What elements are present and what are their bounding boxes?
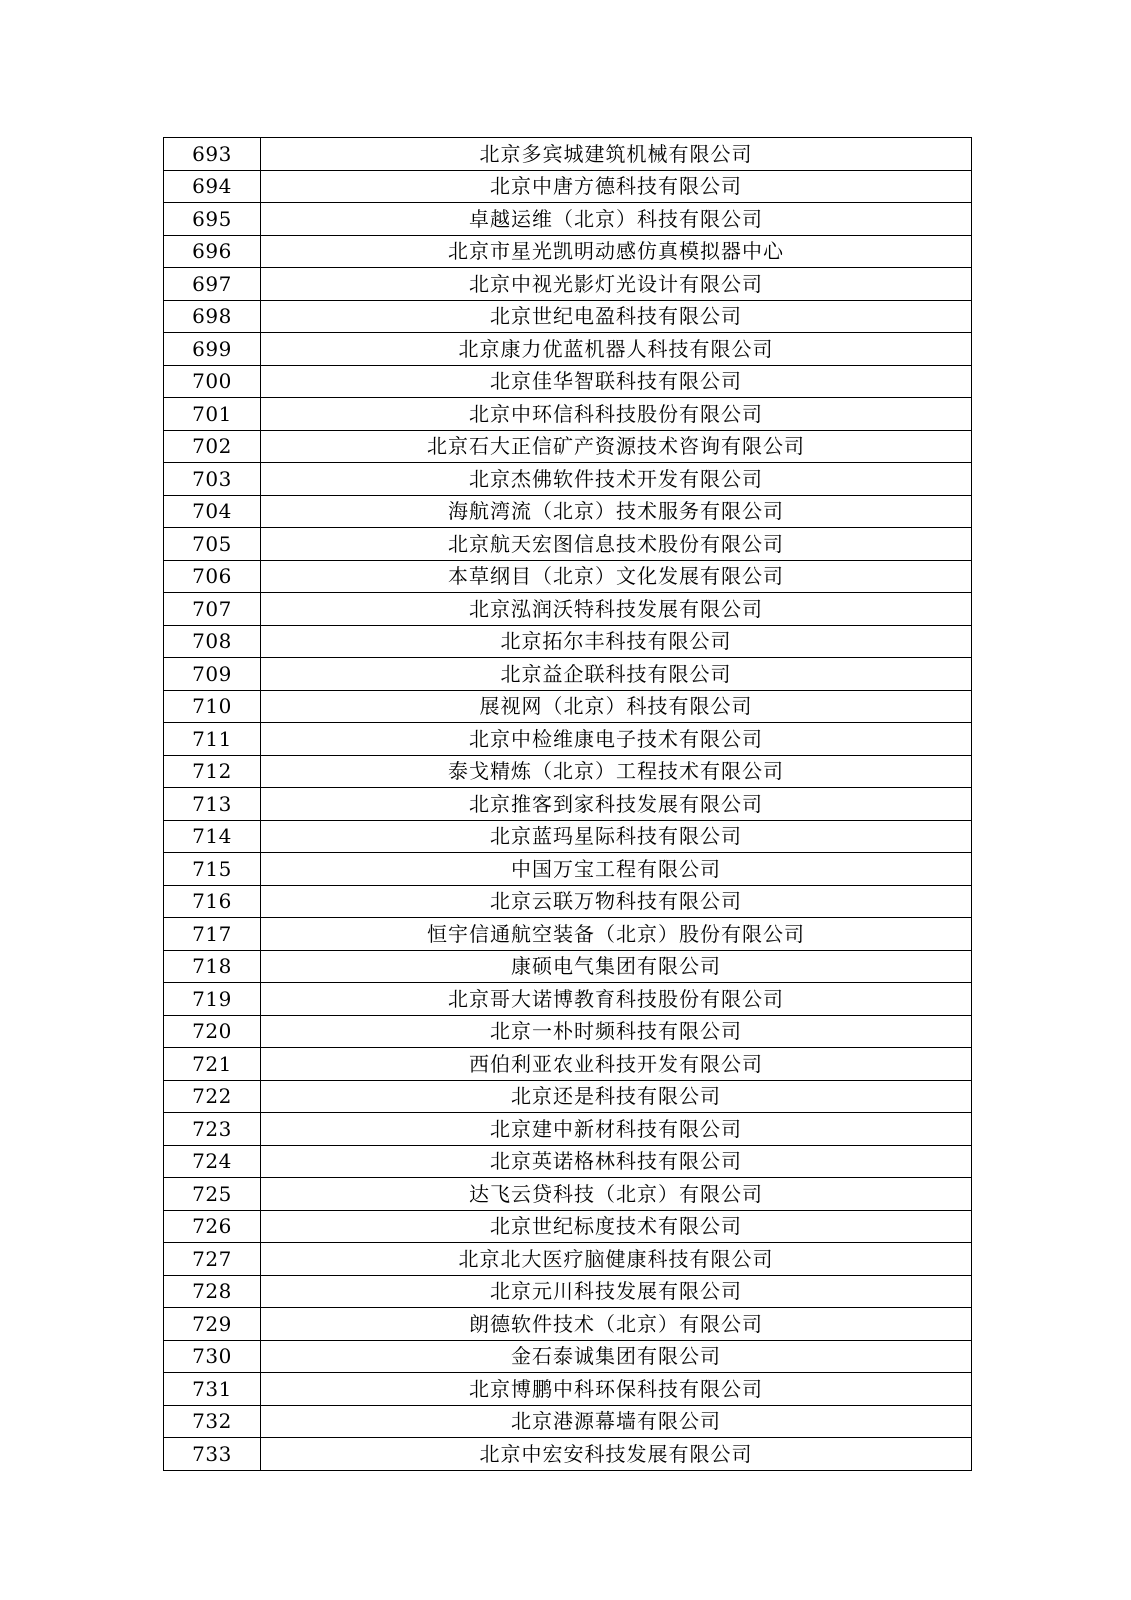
company-name-cell: 康硕电气集团有限公司 <box>261 950 972 983</box>
row-number-cell: 706 <box>164 560 261 593</box>
table-row <box>164 1340 972 1373</box>
table-row <box>164 1048 972 1081</box>
company-name-cell: 朗德软件技术（北京）有限公司 <box>261 1308 972 1341</box>
company-list-body <box>164 138 972 1471</box>
company-name-cell: 恒宇信通航空装备（北京）股份有限公司 <box>261 918 972 951</box>
row-number-cell: 715 <box>164 853 261 886</box>
row-number-cell: 701 <box>164 398 261 431</box>
company-name-cell: 金石泰诚集团有限公司 <box>261 1340 972 1373</box>
table-row <box>164 1113 972 1146</box>
table-row <box>164 853 972 886</box>
company-name-cell: 北京益企联科技有限公司 <box>261 658 972 691</box>
table-row <box>164 885 972 918</box>
row-number-cell: 716 <box>164 885 261 918</box>
table-row <box>164 625 972 658</box>
row-number-cell: 719 <box>164 983 261 1016</box>
company-name-cell: 北京多宾城建筑机械有限公司 <box>261 138 972 171</box>
company-name-cell: 西伯利亚农业科技开发有限公司 <box>261 1048 972 1081</box>
row-number-cell: 722 <box>164 1080 261 1113</box>
company-name-cell: 北京建中新材科技有限公司 <box>261 1113 972 1146</box>
table-row <box>164 1275 972 1308</box>
table-row <box>164 203 972 236</box>
company-name-cell: 中国万宝工程有限公司 <box>261 853 972 886</box>
table-row <box>164 1308 972 1341</box>
row-number-cell: 728 <box>164 1275 261 1308</box>
row-number-cell: 731 <box>164 1373 261 1406</box>
row-number-cell: 723 <box>164 1113 261 1146</box>
company-name-cell: 海航湾流（北京）技术服务有限公司 <box>261 495 972 528</box>
table-row <box>164 1438 972 1471</box>
company-name-cell: 北京中唐方德科技有限公司 <box>261 170 972 203</box>
row-number-cell: 709 <box>164 658 261 691</box>
row-number-cell: 695 <box>164 203 261 236</box>
company-name-cell: 北京推客到家科技发展有限公司 <box>261 788 972 821</box>
table-row <box>164 820 972 853</box>
table-row <box>164 235 972 268</box>
company-name-cell: 北京市星光凯明动感仿真模拟器中心 <box>261 235 972 268</box>
company-name-cell: 北京佳华智联科技有限公司 <box>261 365 972 398</box>
table-row <box>164 528 972 561</box>
company-name-cell: 北京一朴时频科技有限公司 <box>261 1015 972 1048</box>
company-name-cell: 北京还是科技有限公司 <box>261 1080 972 1113</box>
table-row <box>164 1178 972 1211</box>
company-name-cell: 北京北大医疗脑健康科技有限公司 <box>261 1243 972 1276</box>
company-name-cell: 北京中宏安科技发展有限公司 <box>261 1438 972 1471</box>
row-number-cell: 697 <box>164 268 261 301</box>
company-name-cell: 北京中环信科科技股份有限公司 <box>261 398 972 431</box>
table-row <box>164 170 972 203</box>
row-number-cell: 732 <box>164 1405 261 1438</box>
row-number-cell: 693 <box>164 138 261 171</box>
table-row <box>164 658 972 691</box>
company-name-cell: 北京云联万物科技有限公司 <box>261 885 972 918</box>
company-name-cell: 北京港源幕墙有限公司 <box>261 1405 972 1438</box>
row-number-cell: 711 <box>164 723 261 756</box>
table-row <box>164 1373 972 1406</box>
table-row <box>164 1080 972 1113</box>
table-row <box>164 463 972 496</box>
table-row <box>164 723 972 756</box>
company-name-cell: 泰戈精炼（北京）工程技术有限公司 <box>261 755 972 788</box>
company-name-cell: 北京英诺格林科技有限公司 <box>261 1145 972 1178</box>
row-number-cell: 710 <box>164 690 261 723</box>
table-row <box>164 268 972 301</box>
company-name-cell: 北京世纪标度技术有限公司 <box>261 1210 972 1243</box>
table-row <box>164 983 972 1016</box>
row-number-cell: 726 <box>164 1210 261 1243</box>
row-number-cell: 708 <box>164 625 261 658</box>
company-name-cell: 北京世纪电盈科技有限公司 <box>261 300 972 333</box>
row-number-cell: 698 <box>164 300 261 333</box>
company-name-cell: 达飞云贷科技（北京）有限公司 <box>261 1178 972 1211</box>
row-number-cell: 714 <box>164 820 261 853</box>
row-number-cell: 704 <box>164 495 261 528</box>
company-name-cell: 北京石大正信矿产资源技术咨询有限公司 <box>261 430 972 463</box>
row-number-cell: 713 <box>164 788 261 821</box>
table-row <box>164 430 972 463</box>
row-number-cell: 699 <box>164 333 261 366</box>
company-name-cell: 北京中视光影灯光设计有限公司 <box>261 268 972 301</box>
table-row <box>164 398 972 431</box>
company-name-cell: 北京康力优蓝机器人科技有限公司 <box>261 333 972 366</box>
row-number-cell: 727 <box>164 1243 261 1276</box>
table-row <box>164 495 972 528</box>
company-name-cell: 北京中检维康电子技术有限公司 <box>261 723 972 756</box>
company-name-cell: 北京拓尔丰科技有限公司 <box>261 625 972 658</box>
table-row <box>164 788 972 821</box>
table-row <box>164 690 972 723</box>
row-number-cell: 721 <box>164 1048 261 1081</box>
table-row <box>164 1210 972 1243</box>
row-number-cell: 696 <box>164 235 261 268</box>
row-number-cell: 705 <box>164 528 261 561</box>
table-row <box>164 755 972 788</box>
table-row <box>164 300 972 333</box>
table-row <box>164 950 972 983</box>
table-row <box>164 333 972 366</box>
row-number-cell: 733 <box>164 1438 261 1471</box>
company-name-cell: 北京哥大诺博教育科技股份有限公司 <box>261 983 972 1016</box>
company-name-cell: 卓越运维（北京）科技有限公司 <box>261 203 972 236</box>
company-list-table <box>163 137 972 1471</box>
company-name-cell: 北京泓润沃特科技发展有限公司 <box>261 593 972 626</box>
row-number-cell: 729 <box>164 1308 261 1341</box>
row-number-cell: 718 <box>164 950 261 983</box>
company-name-cell: 展视网（北京）科技有限公司 <box>261 690 972 723</box>
row-number-cell: 702 <box>164 430 261 463</box>
table-row <box>164 365 972 398</box>
row-number-cell: 700 <box>164 365 261 398</box>
company-name-cell: 本草纲目（北京）文化发展有限公司 <box>261 560 972 593</box>
row-number-cell: 707 <box>164 593 261 626</box>
row-number-cell: 720 <box>164 1015 261 1048</box>
table-row <box>164 138 972 171</box>
company-name-cell: 北京航天宏图信息技术股份有限公司 <box>261 528 972 561</box>
row-number-cell: 725 <box>164 1178 261 1211</box>
table-row <box>164 1405 972 1438</box>
table-row <box>164 560 972 593</box>
table-row <box>164 918 972 951</box>
table-row <box>164 1145 972 1178</box>
row-number-cell: 730 <box>164 1340 261 1373</box>
company-name-cell: 北京博鹏中科环保科技有限公司 <box>261 1373 972 1406</box>
table-row <box>164 1243 972 1276</box>
table-row <box>164 593 972 626</box>
row-number-cell: 703 <box>164 463 261 496</box>
table-row <box>164 1015 972 1048</box>
company-name-cell: 北京元川科技发展有限公司 <box>261 1275 972 1308</box>
company-name-cell: 北京蓝玛星际科技有限公司 <box>261 820 972 853</box>
row-number-cell: 724 <box>164 1145 261 1178</box>
company-name-cell: 北京杰佛软件技术开发有限公司 <box>261 463 972 496</box>
row-number-cell: 694 <box>164 170 261 203</box>
row-number-cell: 712 <box>164 755 261 788</box>
row-number-cell: 717 <box>164 918 261 951</box>
